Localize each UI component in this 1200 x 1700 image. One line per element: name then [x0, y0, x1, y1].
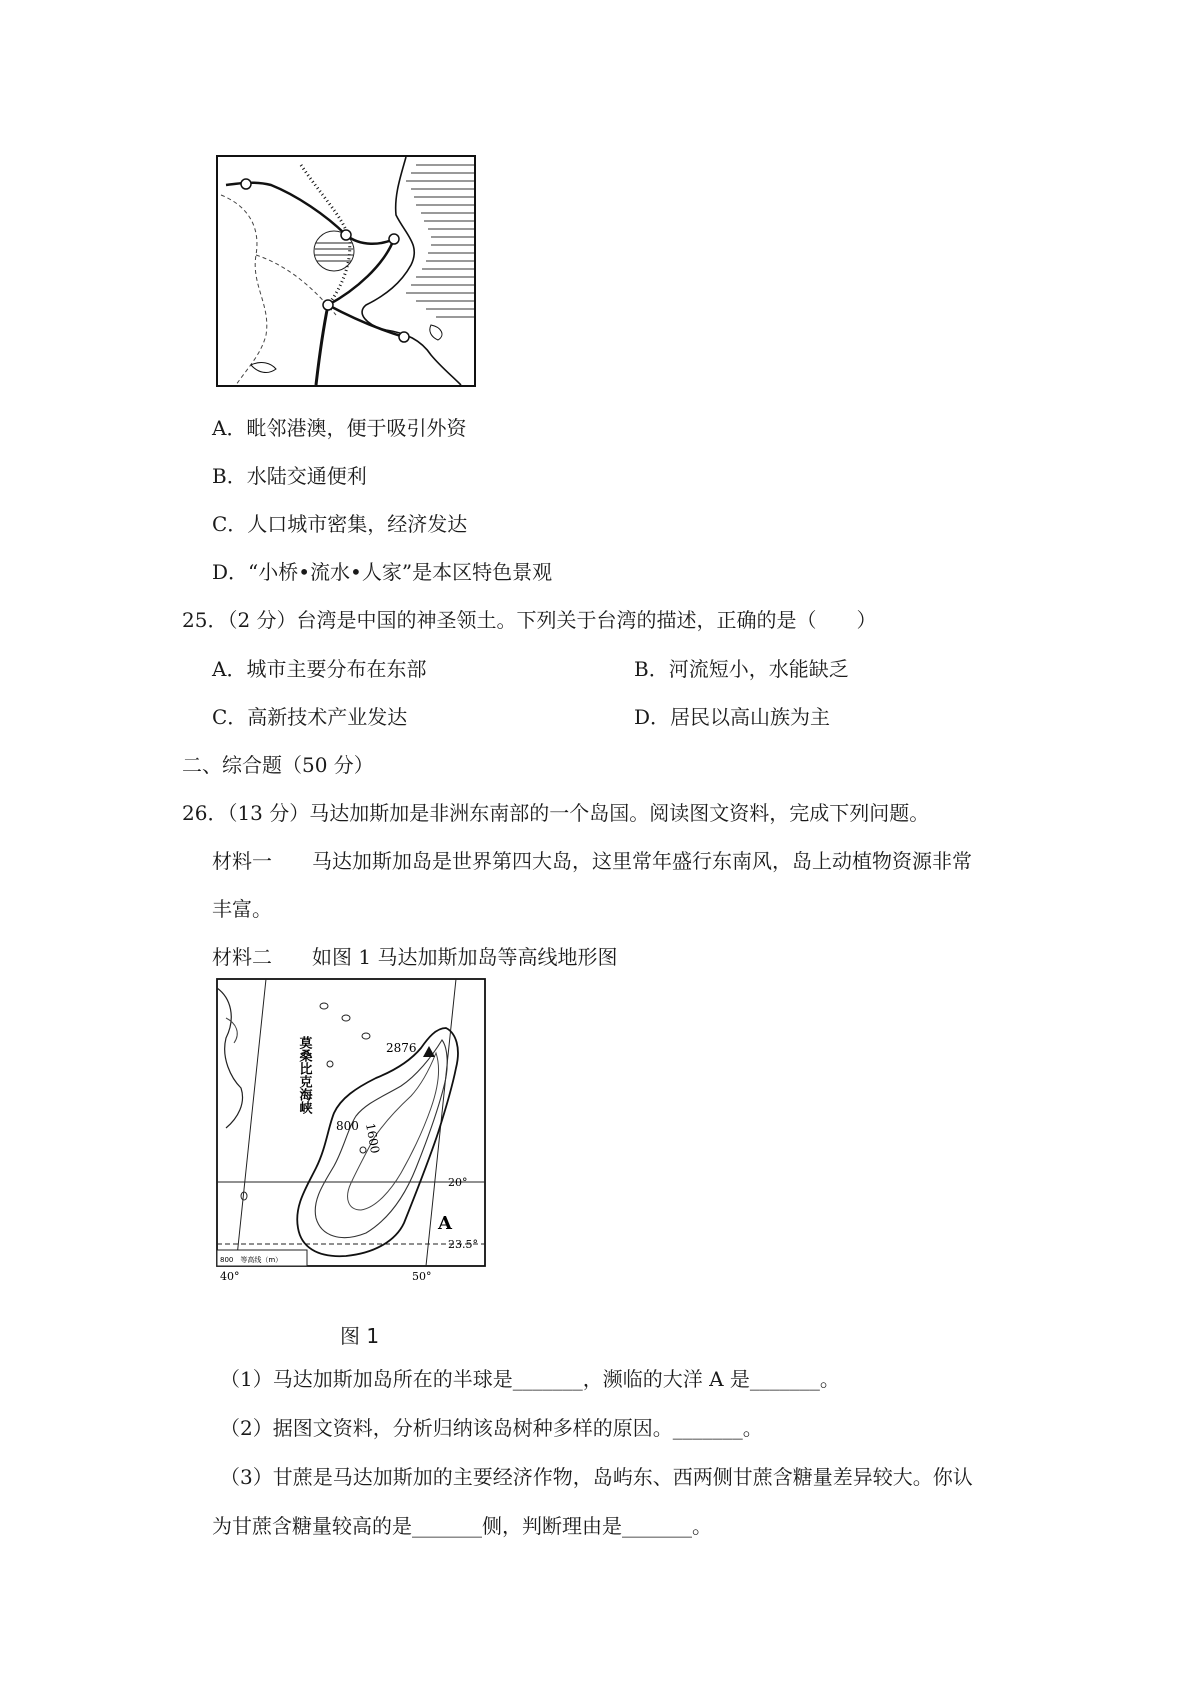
q25-stem: 25．（2 分）台湾是中国的神圣领土。下列关于台湾的描述，正确的是（ ）	[182, 608, 877, 632]
q26-material1-line1: 材料一 马达加斯加岛是世界第四大岛，这里常年盛行东南风，岛上动植物资源非常	[212, 849, 972, 873]
region-map-figure	[216, 155, 476, 387]
contour-800-label: 800	[336, 1119, 359, 1133]
q24-option-b: B．水陆交通便利	[212, 464, 367, 488]
q25-option-b: B．河流短小，水能缺乏	[634, 657, 849, 681]
q24-option-a: A．毗邻港澳，便于吸引外资	[212, 416, 467, 440]
q26-sub1: （1）马达加斯加岛所在的半球是_______，濒临的大洋 A 是_______。	[220, 1367, 840, 1391]
latitude-20-label: 20°	[448, 1176, 468, 1189]
q26-stem: 26．（13 分）马达加斯加是非洲东南部的一个岛国。阅读图文资料，完成下列问题。	[182, 801, 930, 825]
mozambique-strait-label: 莫桑比克海峡	[296, 1036, 312, 1114]
figure-caption: 图 1	[340, 1324, 380, 1348]
q26-sub3-line1: （3）甘蔗是马达加斯加的主要经济作物，岛屿东、西两侧甘蔗含糖量差异较大。你认	[220, 1465, 973, 1489]
peak-elevation-label: 2876	[386, 1041, 417, 1055]
q26-sub3-line2: 为甘蔗含糖量较高的是_______侧，判断理由是_______。	[212, 1514, 712, 1538]
longitude-50-label: 50°	[412, 1270, 432, 1283]
q26-material2: 材料二 如图 1 马达加斯加岛等高线地形图	[212, 945, 618, 969]
madagascar-contour-map	[216, 978, 486, 1284]
longitude-40-label: 40°	[220, 1270, 240, 1283]
contour-1600-label: 1600	[363, 1122, 383, 1155]
q26-material1-line2: 丰富。	[212, 897, 272, 921]
latitude-23-5-label: 23.5°	[448, 1238, 478, 1251]
q25-option-d: D．居民以高山族为主	[634, 705, 831, 729]
section-title: 二、综合题（50 分）	[182, 753, 374, 777]
map-legend: 800 等高线（m）	[220, 1256, 283, 1264]
q25-option-a: A．城市主要分布在东部	[212, 657, 427, 681]
q26-sub2: （2）据图文资料，分析归纳该岛树种多样的原因。_______。	[220, 1416, 763, 1440]
q24-option-c: C．人口城市密集，经济发达	[212, 512, 468, 536]
ocean-a-label: A	[438, 1213, 452, 1234]
q25-option-c: C．高新技术产业发达	[212, 705, 408, 729]
q24-option-d: D．“小桥•流水•人家”是本区特色景观	[212, 560, 553, 584]
